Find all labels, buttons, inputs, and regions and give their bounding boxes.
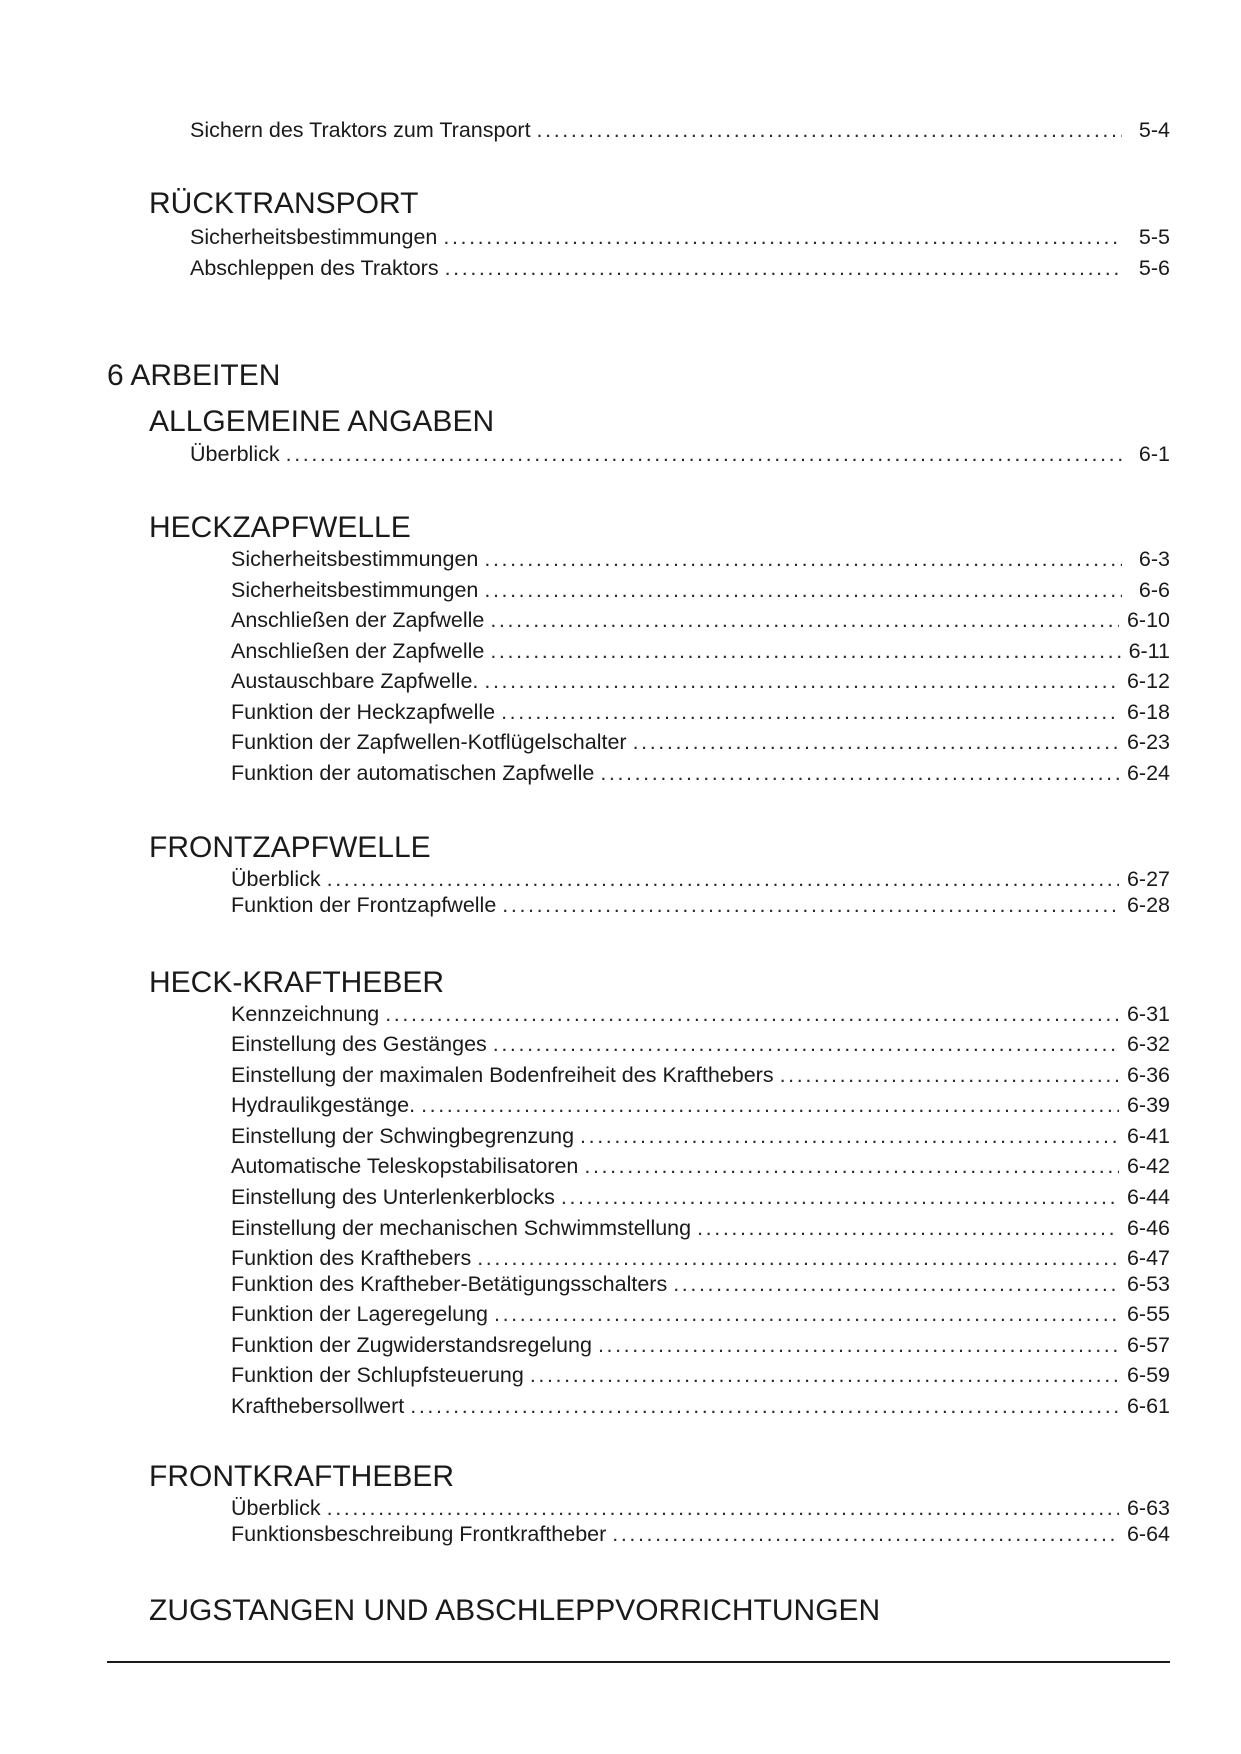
- toc-entry[interactable]: [231, 1122, 1170, 1150]
- toc-entry[interactable]: [231, 667, 1170, 695]
- toc-entry[interactable]: [231, 1270, 1170, 1298]
- toc-entry[interactable]: [190, 223, 1170, 251]
- toc-entry[interactable]: [231, 1061, 1170, 1089]
- toc-entry-title: Funktion des Kraftheber-Betätigungsschalters: [231, 1272, 668, 1296]
- toc-entry-page: 6-1: [1138, 442, 1170, 466]
- toc-entry[interactable]: [231, 1152, 1170, 1180]
- toc-entry-page: 6-42: [1126, 1154, 1170, 1178]
- toc-entry-title: Funktion der Lageregelung: [231, 1302, 488, 1326]
- toc-entry-title: Funktion der automatischen Zapfwelle: [231, 761, 595, 785]
- toc-entry-title: Sichern des Traktors zum Transport: [190, 118, 531, 142]
- toc-entry[interactable]: [231, 1030, 1170, 1058]
- toc-entry[interactable]: [231, 1361, 1170, 1389]
- dot-leader: [537, 116, 1122, 144]
- toc-entry-title: Anschließen der Zapfwelle: [231, 608, 485, 632]
- toc-entry-title: Hydraulikgestänge.: [231, 1093, 416, 1117]
- toc-entry-page: 6-59: [1126, 1363, 1170, 1387]
- dot-leader: [286, 440, 1122, 468]
- toc-entry[interactable]: [231, 698, 1170, 726]
- toc-entry-page: 6-55: [1126, 1302, 1170, 1326]
- toc-entry-page: 6-47: [1126, 1246, 1170, 1270]
- toc-entry-page: 6-6: [1138, 578, 1170, 602]
- dot-leader: [493, 1030, 1119, 1058]
- dot-leader: [385, 1000, 1119, 1028]
- toc-entry-title: Anschließen der Zapfwelle: [231, 639, 485, 663]
- toc-entry[interactable]: [231, 1300, 1170, 1328]
- toc-entry[interactable]: [231, 545, 1170, 573]
- toc-entry-page: 6-41: [1126, 1124, 1170, 1148]
- chapter-heading: 6 ARBEITEN: [107, 359, 281, 392]
- dot-leader: [327, 865, 1119, 893]
- toc-entry-title: Einstellung des Unterlenkerblocks: [231, 1185, 555, 1209]
- toc-entry-title: Sicherheitsbestimmungen: [231, 578, 479, 602]
- toc-entry-page: 6-11: [1128, 639, 1170, 663]
- dot-leader: [584, 1152, 1119, 1180]
- toc-entry[interactable]: [231, 1520, 1170, 1548]
- toc-entry-page: 6-46: [1126, 1216, 1170, 1240]
- toc-entry-page: 6-53: [1126, 1272, 1170, 1296]
- section-heading-heck-kraftheber: HECK-KRAFTHEBER: [149, 966, 445, 999]
- dot-leader: [477, 1244, 1119, 1272]
- dot-leader: [494, 1300, 1119, 1328]
- dot-leader: [443, 223, 1122, 251]
- toc-entry-page: 6-44: [1126, 1185, 1170, 1209]
- toc-entry[interactable]: [231, 891, 1170, 919]
- toc-entry[interactable]: [231, 1000, 1170, 1028]
- section-heading-heckzapfwelle: HECKZAPFWELLE: [149, 511, 411, 544]
- dot-leader: [673, 1270, 1119, 1298]
- toc-entry-page: 5-4: [1138, 118, 1170, 142]
- toc-entry-title: Überblick: [231, 867, 321, 891]
- toc-entry-title: Abschleppen des Traktors: [190, 256, 439, 280]
- toc-entry-title: Sicherheitsbestimmungen: [231, 547, 479, 571]
- toc-entry-page: 6-31: [1126, 1002, 1170, 1026]
- toc-entry-title: Funktion der Schlupfsteuerung: [231, 1363, 524, 1387]
- dot-leader: [580, 1122, 1119, 1150]
- dot-leader: [410, 1392, 1119, 1420]
- section-heading-frontkraftheber: FRONTKRAFTHEBER: [149, 1460, 455, 1493]
- toc-entry-title: Überblick: [231, 1496, 321, 1520]
- toc-entry-title: Funktionsbeschreibung Frontkraftheber: [231, 1522, 607, 1546]
- toc-entry-title: Funktion des Krafthebers: [231, 1246, 472, 1270]
- toc-entry-page: 6-57: [1126, 1333, 1170, 1357]
- toc-entry-title: Einstellung der mechanischen Schwimmstellung: [231, 1216, 692, 1240]
- dot-leader: [697, 1214, 1119, 1242]
- toc-entry-page: 6-32: [1126, 1032, 1170, 1056]
- toc-entry-title: Funktion der Frontzapfwelle: [231, 893, 497, 917]
- dot-leader: [612, 1520, 1119, 1548]
- dot-leader: [445, 254, 1122, 282]
- toc-entry-title: Einstellung des Gestänges: [231, 1032, 487, 1056]
- toc-entry-title: Einstellung der maximalen Bodenfreiheit des Krafthebers: [231, 1063, 774, 1087]
- toc-entry[interactable]: [190, 116, 1170, 144]
- dot-leader: [600, 759, 1119, 787]
- toc-entry-title: Funktion der Zugwiderstandsregelung: [231, 1333, 592, 1357]
- toc-entry-page: 6-64: [1126, 1522, 1170, 1546]
- toc-entry[interactable]: [231, 1244, 1170, 1272]
- toc-entry-page: 6-12: [1126, 669, 1170, 693]
- toc-entry-title: Kennzeichnung: [231, 1002, 380, 1026]
- toc-entry-page: 6-36: [1126, 1063, 1170, 1087]
- dot-leader: [502, 891, 1119, 919]
- toc-entry[interactable]: [231, 1392, 1170, 1420]
- section-heading-zugstangen: ZUGSTANGEN UND ABSCHLEPPVORRICHTUNGEN: [149, 1594, 881, 1627]
- toc-entry-page: 6-27: [1126, 867, 1170, 891]
- toc-entry[interactable]: [231, 576, 1170, 604]
- toc-entry[interactable]: [231, 1091, 1170, 1119]
- toc-entry-title: Automatische Teleskopstabilisatoren: [231, 1154, 579, 1178]
- dot-leader: [501, 698, 1119, 726]
- toc-entry-title: Krafthebersollwert: [231, 1394, 405, 1418]
- dot-leader: [530, 1361, 1119, 1389]
- dot-leader: [490, 637, 1120, 665]
- toc-entry[interactable]: [231, 759, 1170, 787]
- dot-leader: [780, 1061, 1119, 1089]
- toc-entry-page: 6-28: [1126, 893, 1170, 917]
- toc-entry-page: 6-24: [1126, 761, 1170, 785]
- section-heading-allgemeine-angaben: ALLGEMEINE ANGABEN: [149, 405, 495, 438]
- toc-entry-page: 6-10: [1126, 608, 1170, 632]
- toc-entry[interactable]: [231, 728, 1170, 756]
- toc-entry[interactable]: [190, 254, 1170, 282]
- dot-leader: [484, 667, 1119, 695]
- dot-leader: [598, 1331, 1119, 1359]
- toc-entry[interactable]: [231, 1214, 1170, 1242]
- toc-entry-title: Überblick: [190, 442, 280, 466]
- section-heading-frontzapfwelle: FRONTZAPFWELLE: [149, 831, 431, 864]
- toc-entry[interactable]: [231, 1183, 1170, 1211]
- toc-entry-title: Funktion der Zapfwellen-Kotflügelschalter: [231, 730, 627, 754]
- toc-entry-title: Sicherheitsbestimmungen: [190, 225, 438, 249]
- toc-entry-page: 6-61: [1126, 1394, 1170, 1418]
- toc-entry[interactable]: [231, 1494, 1170, 1522]
- dot-leader: [561, 1183, 1119, 1211]
- dot-leader: [327, 1494, 1119, 1522]
- dot-leader: [490, 606, 1119, 634]
- dot-leader: [421, 1091, 1119, 1119]
- toc-entry-page: 6-63: [1126, 1496, 1170, 1520]
- toc-entry[interactable]: [231, 865, 1170, 893]
- toc-entry-page: 6-3: [1138, 547, 1170, 571]
- footer-divider: [107, 1661, 1170, 1663]
- dot-leader: [484, 545, 1122, 573]
- section-heading-ruecktransport: RÜCKTRANSPORT: [149, 187, 419, 220]
- dot-leader: [633, 728, 1119, 756]
- toc-entry-page: 6-18: [1126, 700, 1170, 724]
- toc-entry[interactable]: [190, 440, 1170, 468]
- toc-entry-page: 5-6: [1138, 256, 1170, 280]
- toc-entry[interactable]: [231, 637, 1170, 665]
- toc-entry[interactable]: [231, 606, 1170, 634]
- toc-entry-page: 5-5: [1138, 225, 1170, 249]
- toc-entry-title: Austauschbare Zapfwelle.: [231, 669, 479, 693]
- dot-leader: [484, 576, 1122, 604]
- toc-entry-title: Funktion der Heckzapfwelle: [231, 700, 496, 724]
- toc-entry-title: Einstellung der Schwingbegrenzung: [231, 1124, 575, 1148]
- toc-entry-page: 6-23: [1126, 730, 1170, 754]
- toc-entry-page: 6-39: [1126, 1093, 1170, 1117]
- toc-entry[interactable]: [231, 1331, 1170, 1359]
